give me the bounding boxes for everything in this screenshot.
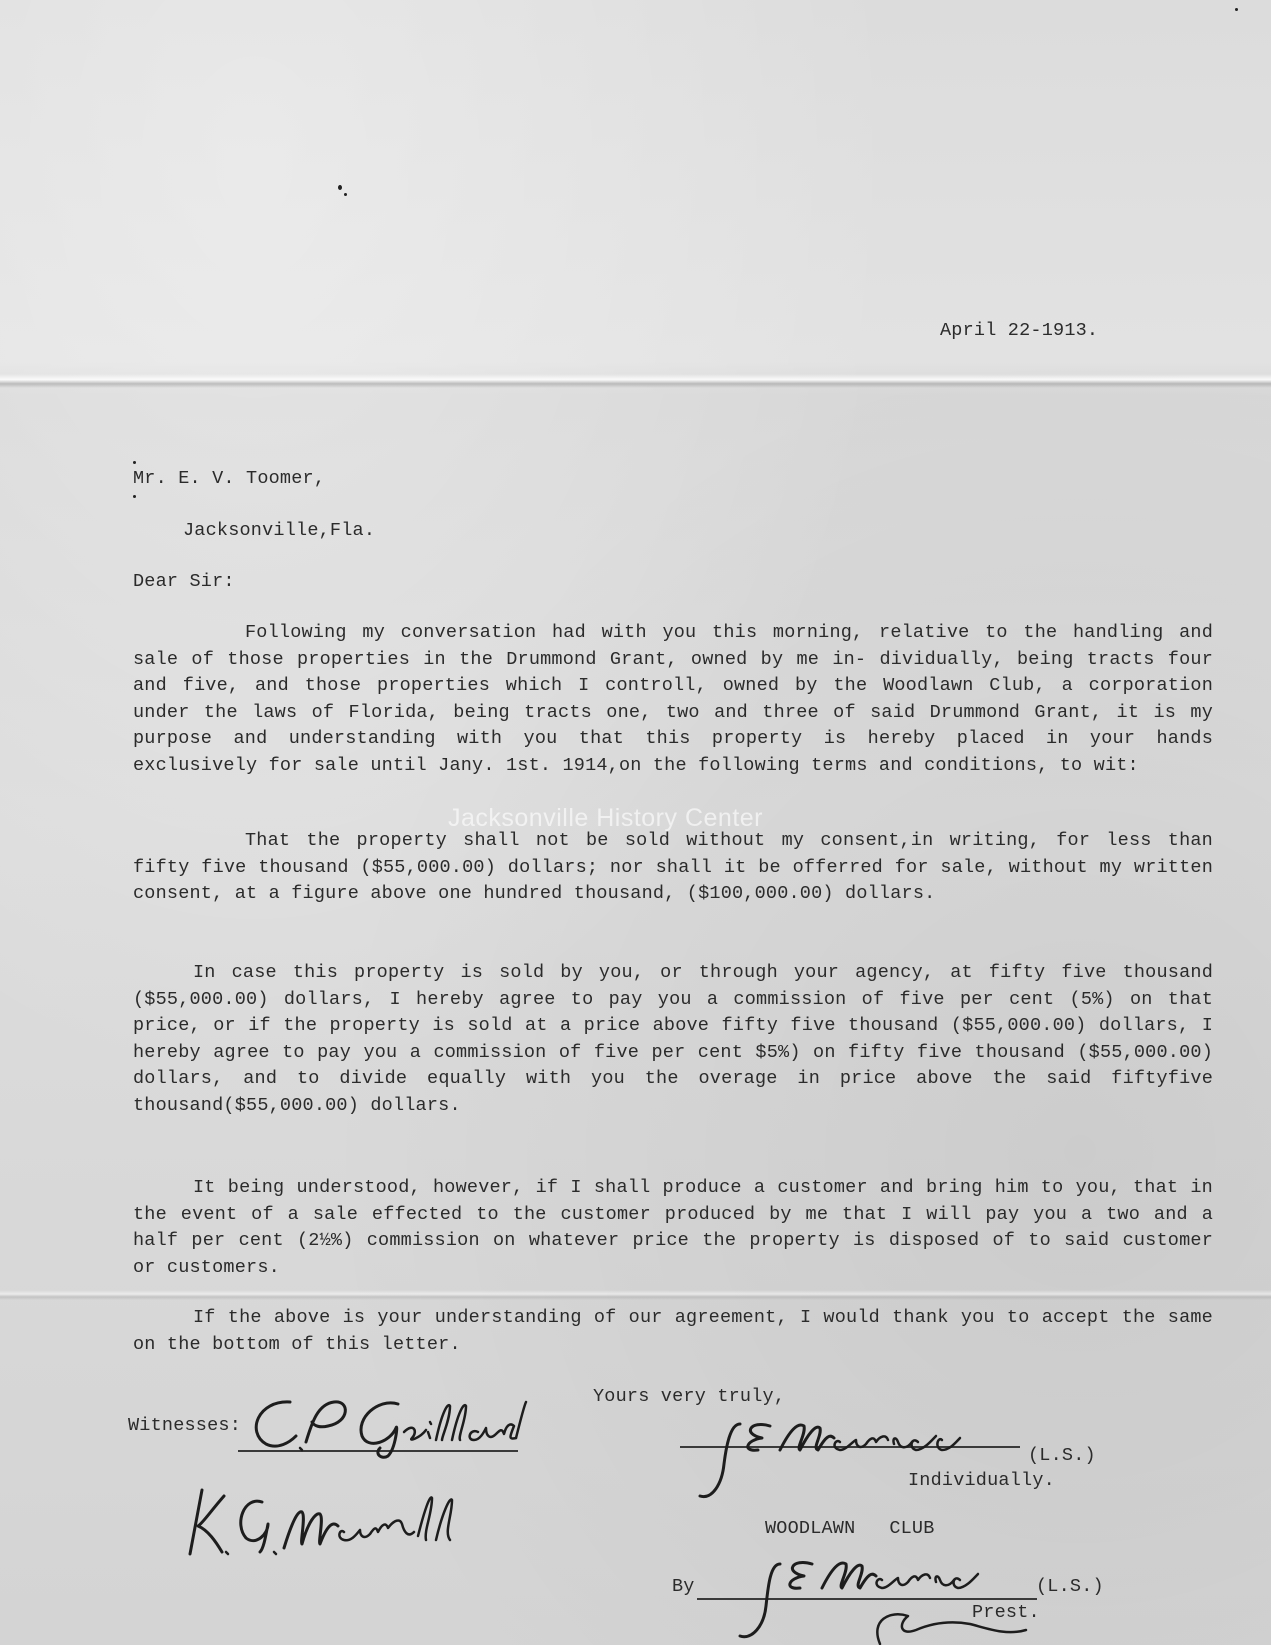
watermark: Jacksonville History Center [448,804,763,832]
individually-label: Individually. [908,1470,1055,1491]
individual-ls-mark: (L.S.) [1028,1445,1096,1466]
club-name: WOODLAWN CLUB [765,1518,935,1539]
recipient-name: Mr. E. V. Toomer, [133,468,326,489]
by-label: By [672,1576,695,1597]
body-paragraph-1: Following my conversation had with you this morning, relative to the handling and sale of those properties in the Drummond Grant, owned by me in- dividually, being tracts four and five, and those properties which I controll, owned by the Woodlawn Club, a corporation under the laws of Florida, being tracts one, two and three of said Drummond Grant, it is my purpose and understanding with you that this property is hereby placed in your hands exclusively for sale until Jany. 1st. 1914,on the following terms and conditions, to wit: [133,622,1213,776]
witnesses-label: Witnesses: [128,1415,242,1436]
salutation: Dear Sir: [133,571,235,592]
ink-speck [344,193,347,196]
ink-speck [133,495,136,498]
letter-date: April 22-1913. [940,320,1099,341]
witness-2-signature [188,1482,478,1567]
club-signature [730,1540,1060,1645]
ink-speck [338,185,342,190]
body-paragraph-3: In case this property is sold by you, or through your agency, at fifty five thousand ($55,000.00) dollars, I hereby agree to pay you a commission of five per cent (5%) on that price, or if the property is sold at a price above fifty five thousand ($55,000.00) dollars, I hereby agree to pay you a commission of five per cent $5%) on fifty five thousand ($55,000.00) dollars, and to divide equally with you the overage in price above the said fiftyfive thousand($55,000.00) dollars. [133,962,1213,1116]
president-label: Prest. [972,1602,1040,1623]
fold-crease-top [0,374,1271,388]
closing: Yours very truly, [593,1386,786,1407]
ink-speck [133,461,136,464]
club-ls-mark: (L.S.) [1036,1576,1104,1597]
fold-crease-bottom [0,1290,1271,1300]
body-paragraph-5: If the above is your understanding of our agreement, I would thank you to accept the same on the bottom of this letter. [133,1307,1213,1355]
body-paragraph-2: That the property shall not be sold without my consent,in writing, for less than fifty five thousand ($55,000.00) dollars; nor shall it be offerred for sale, without my written consent, at a figure above one hundred thousand, ($100,000.00) dollars. [133,830,1213,904]
body-paragraph-4: It being understood, however, if I shall produce a customer and bring him to you, that in the event of a sale effected to the customer produced by me that I will pay you a two and a half per cent (2½%) commission on whatever price the property is disposed of to said customer or customers. [133,1177,1213,1278]
witness-1-signature [238,1392,528,1467]
recipient-city: Jacksonville,Fla. [183,520,376,541]
ink-speck [1235,8,1238,11]
